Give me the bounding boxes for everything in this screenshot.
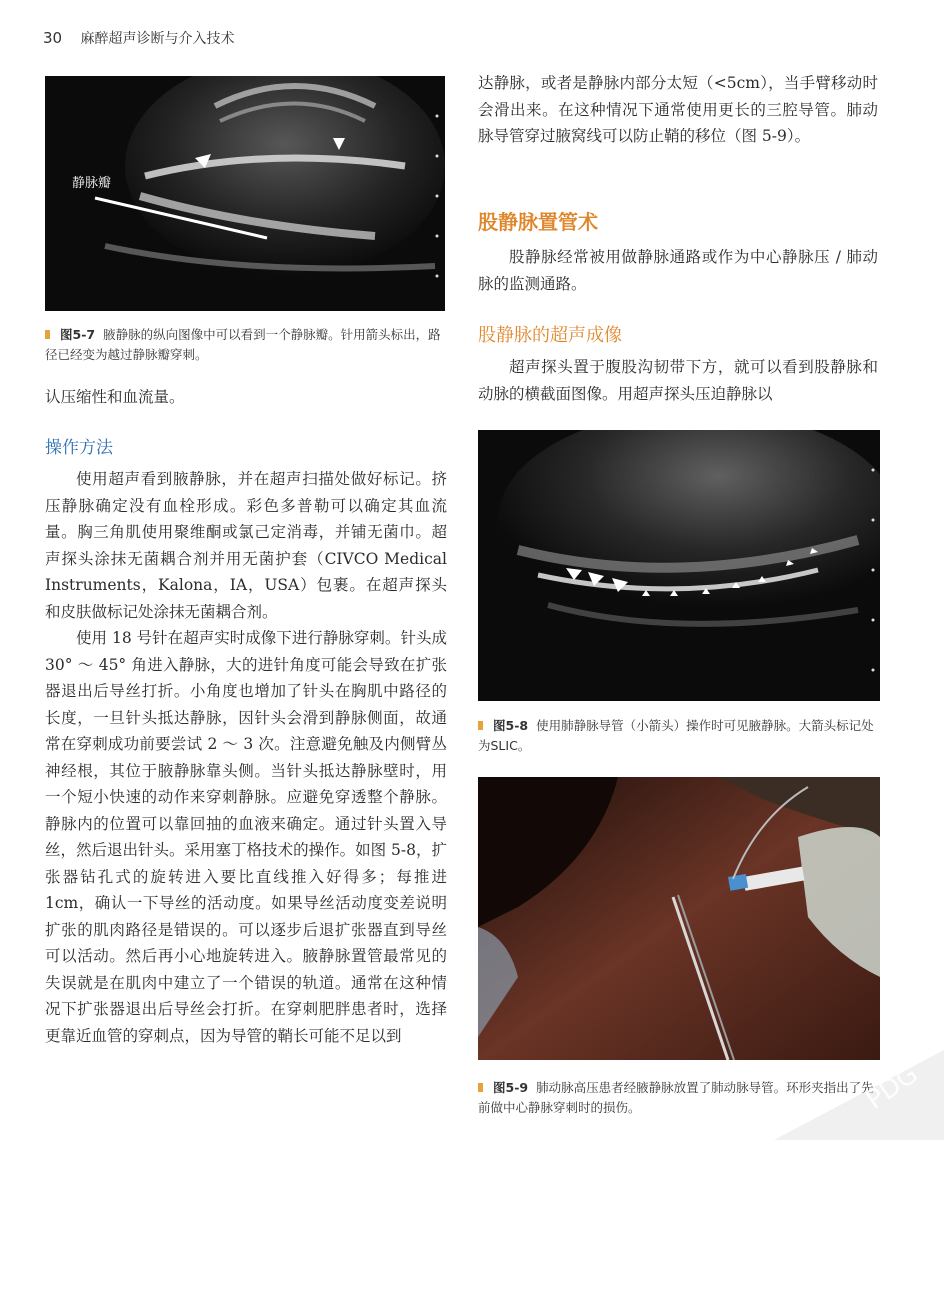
caption-marker-icon [478,1083,483,1092]
left-column-body [45,466,447,1049]
heading-femoral-catheterization: 股静脉置管术 [478,210,598,234]
paragraph: 认压缩性和血流量。 [45,388,185,406]
paragraph: 使用超声看到腋静脉，并在超声扫描处做好标记。挤压静脉确定没有血栓形成。彩色多普勒可以确定其血流量。胸三角肌使用聚维酮或氯己定消毒，并铺无菌巾。超声探头涂抹无菌耦合剂并用无菌护套（CIVCO Medical Instruments，Kalona，IA，USA）包裹。在超声探头和皮肤做标记处涂抹无菌耦合剂。 [45,470,447,621]
vein-valve-label: 静脉瓣 [72,176,112,191]
caption-number: 图5-7 [60,327,96,342]
caption-text: 肺动脉高压患者经腋静脉放置了肺动脉导管。环形夹指出了先前做中心静脉穿刺时的损伤。 [478,1080,874,1115]
heading-method: 操作方法 [45,438,113,458]
paragraph: 达静脉，或者是静脉内部分太短（<5cm），当手臂移动时会滑出来。在这种情况下通常使用更长的三腔导管。肺动脉导管穿过腋窝线可以防止鞘的移位（图 5-9）。 [478,74,878,145]
caption-marker-icon [45,330,50,339]
figure-5-7-ultrasound [45,76,445,311]
caption-number: 图5-9 [493,1080,529,1095]
page-number: 30 [43,29,63,47]
caption-text: 使用肺静脉导管（小箭头）操作时可见腋静脉。大箭头标记处为SLIC。 [478,718,874,753]
figure-5-8-ultrasound [478,430,880,701]
paragraph: 股静脉经常被用做静脉通路或作为中心静脉压 / 肺动脉的监测通路。 [478,248,878,293]
ultrasound-image [45,76,445,311]
watermark-text: PDG [860,1059,924,1116]
caption-marker-icon [478,721,483,730]
left-paragraph-0 [45,384,447,411]
right-paragraph-1 [478,244,878,297]
right-paragraph-2 [478,354,878,407]
book-title: 麻醉超声诊断与介入技术 [80,31,235,47]
right-paragraph-0 [478,70,878,150]
caption-text: 腋静脉的纵向图像中可以看到一个静脉瓣。针用箭头标出，路径已经变为越过静脉瓣穿刺。 [45,327,441,362]
paragraph: 使用 18 号针在超声实时成像下进行静脉穿刺。针头成 30° ～ 45° 角进入静脉，大的进针角度可能会导致在扩张器退出后导丝打折。小角度也增加了针头在胸肌中路径的长度，一旦针头抵达静脉，因针头会滑到静脉侧面，故通常在穿刺成功前要尝试 2 ～ 3 次。注意避免触及内侧臂丛神经根，其位于腋静脉靠头侧。当针头抵达静脉壁时，用一个短小快速的动作来穿刺静脉。应避免穿透整个静脉。静脉内的位置可以靠回抽的血液来确定。通过针头置入导丝，然后退出针头。采用塞丁格技术的操作。如图 5-8，扩张器钻孔式的旋转进入要比直线推入好得多；每推进 1cm，确认一下导丝的活动度。如果导丝活动度变差说明扩张的肌肉路径是错误的。可以逐步后退扩张器直到导丝可以活动。然后再小心地旋转进入。腋静脉置管最常见的失误就是在肌肉中建立了一个错误的轨道。通常在这种情况下扩张器退出后导丝会打折。在穿刺肥胖患者时，选择更靠近血管的穿刺点，因为导管的鞘长可能不足以到 [45,629,447,1045]
figure-5-8-caption [478,716,880,756]
heading-femoral-ultrasound: 股静脉的超声成像 [478,325,622,346]
pdg-watermark [754,990,944,1140]
caption-number: 图5-8 [493,718,529,733]
ultrasound-image [478,430,880,701]
paragraph: 超声探头置于腹股沟韧带下方，就可以看到股静脉和动脉的横截面图像。用超声探头压迫静脉以 [478,358,878,403]
running-header [43,28,235,48]
figure-5-7-caption [45,325,447,365]
